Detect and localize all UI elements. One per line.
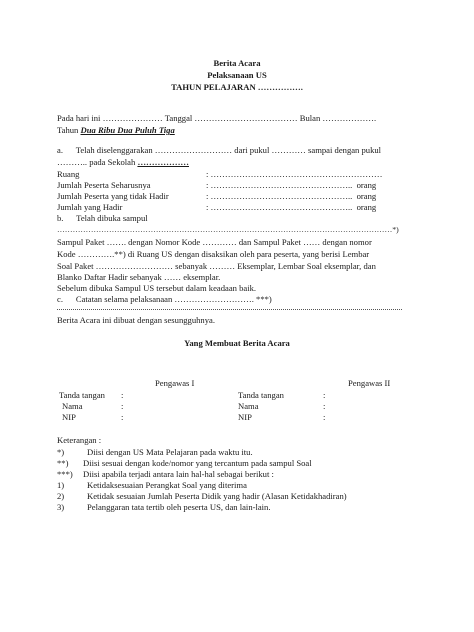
p1-colon: : — [121, 390, 124, 400]
p2-field-nama: Nama — [238, 401, 259, 411]
notes-title: Keterangan : — [57, 435, 102, 445]
p1-field-nip: NIP — [62, 412, 76, 422]
pengawas-2-heading: Pengawas II — [348, 378, 391, 388]
note-mark: 2) — [57, 491, 65, 501]
note-mark: *) — [57, 447, 65, 457]
section-c-label: c. Catatan selama pelaksanaan ………………………. ***) — [57, 294, 272, 304]
signature-title: Yang Membuat Berita Acara — [184, 338, 290, 348]
doc-year-heading: TAHUN PELAJARAN ……………. — [171, 82, 303, 92]
count-value-seharusnya: : ………………………………………….. orang — [206, 180, 377, 190]
section-b-body-5: Sebelum dibuka Sampul US tersebut dalam keadaan baik. — [57, 283, 257, 293]
section-b-dots: …………………………………………………………………………………………………………………*) — [57, 225, 399, 234]
pengawas-1-heading: Pengawas I — [155, 378, 195, 388]
note-text: Pelanggaran tata tertib oleh peserta US, dan lain-lain. — [87, 502, 271, 512]
p2-field-tanda-tangan: Tanda tangan — [238, 390, 284, 400]
year-line — [57, 126, 175, 135]
count-label-tidak-hadir: Jumlah Peserta yang tidak Hadir — [57, 191, 169, 201]
p1-colon: : — [121, 412, 124, 422]
count-value-hadir: : ………………………………………….. orang — [206, 202, 377, 212]
note-text: Diisi apabila terjadi antara lain hal-hal sebagai berikut : — [83, 469, 274, 479]
p2-colon: : — [323, 401, 326, 411]
note-text: Diisi sesuai dengan kode/nomor yang tercantum pada sampul Soal — [83, 458, 312, 468]
note-text: Ketidaksesuaian Perangkat Soal yang diterima — [87, 480, 247, 490]
note-mark: **) — [57, 458, 69, 468]
school-dots: ……………… — [137, 157, 189, 167]
section-b-body-3: Soal Paket ……………………… sebanyak ……… Eksemplar, Lembar Soal eksemplar, dan — [57, 261, 376, 271]
p1-field-nama: Nama — [62, 401, 83, 411]
section-b-body-1: Sampul Paket ……. dengan Nomor Kode ………… dan Sampul Paket …… dengan nomor — [57, 237, 372, 247]
section-a-line1: a. Telah diselenggarakan ……………………… dari pukul ………… sampai dengan pukul — [57, 145, 382, 155]
count-label-ruang: Ruang — [57, 169, 80, 179]
count-value-tidak-hadir: : ………………………………………….. orang — [206, 191, 377, 201]
p1-colon: : — [121, 401, 124, 411]
count-value-ruang: : …………………………………………………… — [206, 169, 383, 179]
section-b-body-2: Kode ………….**) di Ruang US dengan disaksikan oleh para peserta, yang berisi Lembar — [57, 249, 370, 259]
closing-statement: Berita Acara ini dibuat dengan sesungguhnya. — [57, 315, 215, 325]
note-text: Diisi dengan US Mata Pelajaran pada waktu itu. — [87, 447, 253, 457]
day-date-line: Pada hari ini ………………… Tanggal ……………………………… Bulan ………………. — [57, 113, 377, 123]
note-mark: 1) — [57, 480, 65, 490]
note-text: Ketidak sesuaian Jumlah Peserta Didik yang hadir (Alasan Ketidakhadiran) — [87, 491, 347, 501]
doc-title: Berita Acara — [213, 58, 261, 68]
p2-colon: : — [323, 412, 326, 422]
p2-colon: : — [323, 390, 326, 400]
doc-subtitle: Pelaksanaan US — [207, 70, 267, 80]
notes-dotted-rule — [57, 309, 402, 310]
section-a-line2 — [57, 158, 189, 167]
count-label-seharusnya: Jumlah Peserta Seharusnya — [57, 180, 151, 190]
year-text: Dua Ribu Dua Puluh Tiga — [80, 125, 175, 135]
p2-field-nip: NIP — [238, 412, 252, 422]
year-prefix: Tahun — [57, 125, 81, 135]
section-b-body-4: Blanko Daftar Hadir sebanyak …… eksemplar. — [57, 272, 221, 282]
count-label-hadir: Jumlah yang Hadir — [57, 202, 123, 212]
school-prefix: ……….. pada Sekolah — [57, 157, 138, 167]
section-b-label: b. Telah dibuka sampul — [57, 213, 148, 223]
note-mark: 3) — [57, 502, 65, 512]
p1-field-tanda-tangan: Tanda tangan — [59, 390, 105, 400]
note-mark: ***) — [57, 469, 73, 479]
